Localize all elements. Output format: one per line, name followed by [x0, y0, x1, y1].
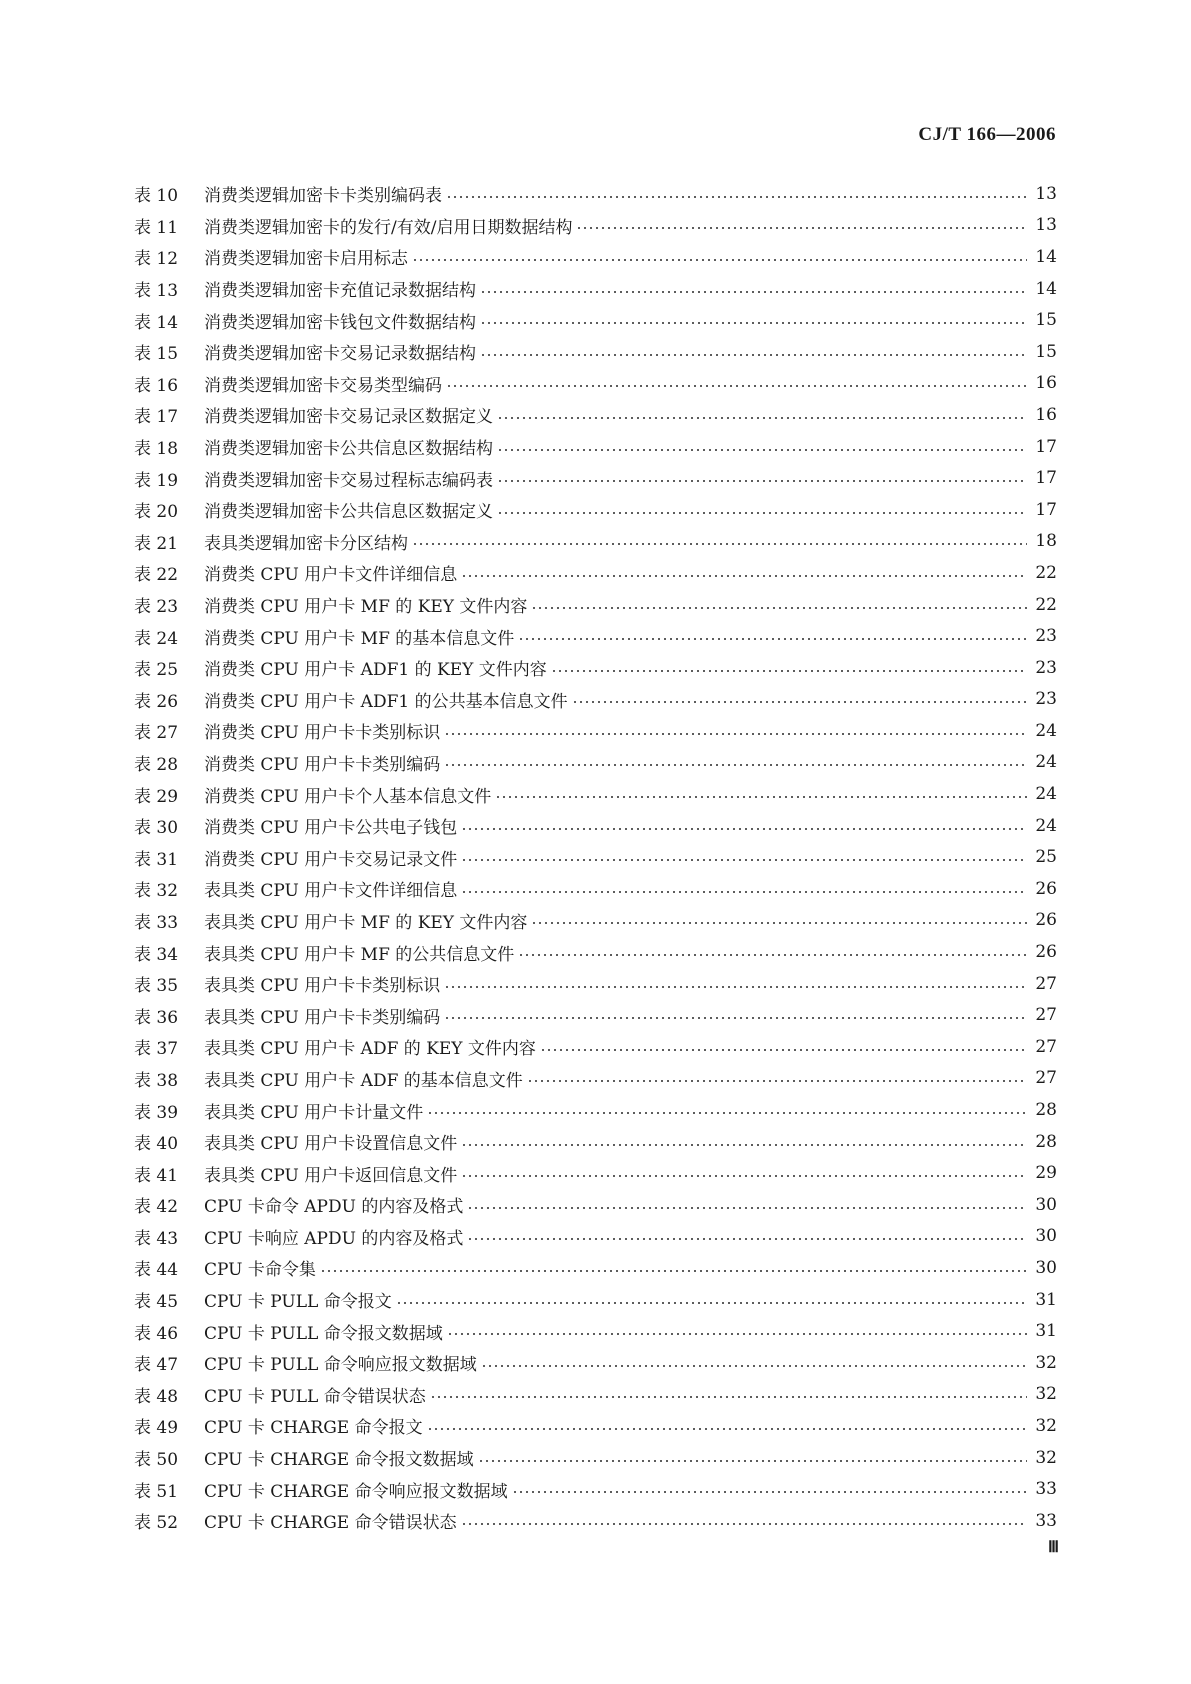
toc-entry-title: CPU 卡 CHARGE 命令报文: [204, 1418, 423, 1439]
toc-leader-dots: [512, 1491, 1027, 1493]
toc-entry[interactable]: [134, 1189, 1057, 1221]
toc-entry[interactable]: [134, 304, 1057, 336]
toc-leader-dots: [518, 638, 1027, 640]
toc-entry-label: 表 14: [134, 312, 179, 333]
toc-entry[interactable]: [134, 336, 1057, 368]
toc-entry-label: 表 44: [134, 1260, 179, 1281]
toc-leader-dots: [497, 512, 1027, 514]
toc-entry-title: CPU 卡 CHARGE 命令报文数据域: [204, 1450, 474, 1471]
toc-entry-title: CPU 卡 CHARGE 命令响应报文数据域: [204, 1481, 508, 1502]
toc-entry[interactable]: [134, 1063, 1057, 1095]
toc-entry[interactable]: [134, 810, 1057, 842]
toc-entry-label: 表 17: [134, 407, 179, 428]
toc-leader-dots: [444, 1017, 1027, 1019]
toc-entry-label: 表 25: [134, 660, 179, 681]
toc-entry-title: 表具类 CPU 用户卡 ADF 的 KEY 文件内容: [204, 1039, 536, 1060]
toc-entry-label: 表 23: [134, 597, 179, 618]
toc-entry-label: 表 34: [134, 944, 179, 965]
toc-entry-title: CPU 卡 CHARGE 命令错误状态: [204, 1513, 457, 1534]
toc-leader-dots: [444, 733, 1027, 735]
toc-entry[interactable]: [134, 1221, 1057, 1253]
toc-entry[interactable]: [134, 905, 1057, 937]
toc-entry[interactable]: [134, 968, 1057, 1000]
toc-entry-label: 表 33: [134, 912, 179, 933]
toc-entry-label: 表 37: [134, 1039, 179, 1060]
toc-entry-title: 消费类 CPU 用户卡交易记录文件: [204, 849, 458, 870]
toc-leader-dots: [527, 1080, 1027, 1082]
toc-entry-title: 消费类 CPU 用户卡 MF 的 KEY 文件内容: [204, 597, 528, 618]
toc-entry-page: 18: [1035, 531, 1057, 552]
toc-entry-page: 23: [1035, 626, 1057, 647]
toc-leader-dots: [412, 259, 1027, 261]
toc-leader-dots: [576, 227, 1027, 229]
toc-leader-dots: [461, 575, 1027, 577]
page-number: Ⅲ: [1047, 1539, 1059, 1556]
toc-entry-label: 表 26: [134, 691, 179, 712]
toc-leader-dots: [461, 828, 1027, 830]
toc-entry-label: 表 28: [134, 754, 179, 775]
toc-entry-title: CPU 卡命令 APDU 的内容及格式: [204, 1197, 464, 1218]
toc-entry[interactable]: [134, 210, 1057, 242]
toc-leader-dots: [478, 1460, 1027, 1462]
toc-entry-page: 15: [1035, 341, 1057, 362]
toc-entry-title: 消费类逻辑加密卡启用标志: [204, 249, 408, 270]
toc-entry-page: 26: [1035, 942, 1057, 963]
toc-entry-page: 32: [1035, 1415, 1057, 1436]
toc-entry-title: 消费类逻辑加密卡的发行/有效/启用日期数据结构: [204, 217, 573, 238]
toc-leader-dots: [540, 1049, 1027, 1051]
toc-entry-page: 30: [1035, 1226, 1057, 1247]
toc-entry[interactable]: [134, 462, 1057, 494]
toc-entry-page: 24: [1035, 720, 1057, 741]
toc-leader-dots: [461, 859, 1027, 861]
toc-entry-title: 表具类逻辑加密卡分区结构: [204, 533, 408, 554]
toc-leader-dots: [480, 322, 1027, 324]
toc-entry-label: 表 22: [134, 565, 179, 586]
toc-entry-page: 22: [1035, 594, 1057, 615]
toc-leader-dots: [572, 701, 1027, 703]
toc-entry[interactable]: [134, 1473, 1057, 1505]
toc-leader-dots: [495, 796, 1027, 798]
toc-entry-title: 消费类逻辑加密卡交易过程标志编码表: [204, 470, 493, 491]
toc-entry-page: 31: [1035, 1321, 1057, 1342]
document-code: CJ/T 166—2006: [918, 124, 1056, 145]
toc-entry-title: 表具类 CPU 用户卡文件详细信息: [204, 881, 458, 902]
toc-leader-dots: [320, 1270, 1027, 1272]
toc-entry-page: 22: [1035, 562, 1057, 583]
toc-entry[interactable]: [134, 1379, 1057, 1411]
toc-entry[interactable]: [134, 1252, 1057, 1284]
toc-entry-label: 表 10: [134, 186, 179, 207]
toc-entry-title: 表具类 CPU 用户卡卡类别标识: [204, 976, 441, 997]
toc-entry-title: 消费类 CPU 用户卡 ADF1 的公共基本信息文件: [204, 691, 568, 712]
toc-entry-page: 24: [1035, 815, 1057, 836]
toc-leader-dots: [461, 1144, 1027, 1146]
toc-entry[interactable]: [134, 178, 1057, 210]
toc-entry[interactable]: [134, 1094, 1057, 1126]
toc-entry[interactable]: [134, 494, 1057, 526]
toc-entry-page: 30: [1035, 1194, 1057, 1215]
toc-leader-dots: [461, 891, 1027, 893]
toc-entry[interactable]: [134, 1126, 1057, 1158]
toc-entry-label: 表 51: [134, 1481, 179, 1502]
toc-entry-label: 表 18: [134, 439, 179, 460]
toc-leader-dots: [480, 291, 1027, 293]
toc-entry-label: 表 41: [134, 1165, 179, 1186]
toc-leader-dots: [551, 670, 1027, 672]
toc-entry-label: 表 35: [134, 976, 179, 997]
toc-entry[interactable]: [134, 1505, 1057, 1537]
toc-leader-dots: [497, 480, 1027, 482]
toc-leader-dots: [461, 1175, 1027, 1177]
toc-entry-page: 27: [1035, 1068, 1057, 1089]
toc-entry-page: 23: [1035, 689, 1057, 710]
table-of-contents: [134, 178, 1057, 1537]
toc-leader-dots: [467, 1207, 1027, 1209]
toc-entry-label: 表 36: [134, 1007, 179, 1028]
toc-entry-label: 表 21: [134, 533, 179, 554]
toc-entry[interactable]: [134, 1347, 1057, 1379]
toc-entry[interactable]: [134, 526, 1057, 558]
toc-entry-title: 消费类逻辑加密卡钱包文件数据结构: [204, 312, 476, 333]
toc-entry-title: 消费类 CPU 用户卡 MF 的基本信息文件: [204, 628, 515, 649]
toc-entry-label: 表 43: [134, 1228, 179, 1249]
toc-entry-label: 表 45: [134, 1292, 179, 1313]
toc-entry-page: 28: [1035, 1131, 1057, 1152]
toc-entry-label: 表 31: [134, 849, 179, 870]
toc-entry-title: 消费类 CPU 用户卡卡类别标识: [204, 723, 441, 744]
toc-entry[interactable]: [134, 652, 1057, 684]
toc-entry-page: 14: [1035, 246, 1057, 267]
toc-entry[interactable]: [134, 715, 1057, 747]
toc-entry-page: 27: [1035, 1036, 1057, 1057]
toc-entry[interactable]: [134, 1442, 1057, 1474]
toc-entry-page: 26: [1035, 910, 1057, 931]
toc-entry-page: 29: [1035, 1163, 1057, 1184]
toc-entry-title: 表具类 CPU 用户卡 ADF 的基本信息文件: [204, 1070, 523, 1091]
toc-leader-dots: [444, 764, 1027, 766]
toc-entry-title: CPU 卡 PULL 命令响应报文数据域: [204, 1355, 477, 1376]
toc-entry-title: 消费类 CPU 用户卡个人基本信息文件: [204, 786, 492, 807]
toc-entry-label: 表 20: [134, 502, 179, 523]
toc-leader-dots: [518, 954, 1027, 956]
toc-leader-dots: [481, 1365, 1027, 1367]
toc-entry-title: 消费类 CPU 用户卡 ADF1 的 KEY 文件内容: [204, 660, 547, 681]
toc-entry-title: 表具类 CPU 用户卡设置信息文件: [204, 1134, 458, 1155]
toc-entry-title: 表具类 CPU 用户卡计量文件: [204, 1102, 424, 1123]
toc-entry-title: CPU 卡 PULL 命令报文数据域: [204, 1323, 443, 1344]
toc-leader-dots: [427, 1112, 1027, 1114]
toc-entry-label: 表 50: [134, 1450, 179, 1471]
toc-entry[interactable]: [134, 1031, 1057, 1063]
toc-leader-dots: [444, 986, 1027, 988]
toc-entry[interactable]: [134, 620, 1057, 652]
toc-leader-dots: [447, 1333, 1027, 1335]
toc-entry-label: 表 12: [134, 249, 179, 270]
toc-entry-page: 24: [1035, 752, 1057, 773]
toc-entry-label: 表 30: [134, 818, 179, 839]
toc-entry-page: 13: [1035, 183, 1057, 204]
toc-entry[interactable]: [134, 873, 1057, 905]
toc-entry[interactable]: [134, 1410, 1057, 1442]
toc-leader-dots: [446, 196, 1027, 198]
toc-entry-page: 17: [1035, 499, 1057, 520]
toc-entry-label: 表 40: [134, 1134, 179, 1155]
toc-entry-page: 26: [1035, 878, 1057, 899]
toc-entry[interactable]: [134, 557, 1057, 589]
toc-entry-title: 表具类 CPU 用户卡 MF 的公共信息文件: [204, 944, 515, 965]
toc-entry-label: 表 39: [134, 1102, 179, 1123]
toc-entry-page: 14: [1035, 278, 1057, 299]
toc-entry-title: 消费类 CPU 用户卡文件详细信息: [204, 565, 458, 586]
toc-entry[interactable]: [134, 399, 1057, 431]
toc-entry-title: 消费类逻辑加密卡公共信息区数据定义: [204, 502, 493, 523]
toc-entry-page: 32: [1035, 1352, 1057, 1373]
toc-entry-page: 16: [1035, 373, 1057, 394]
toc-entry-title: 表具类 CPU 用户卡卡类别编码: [204, 1007, 441, 1028]
toc-entry-title: CPU 卡 PULL 命令报文: [204, 1292, 392, 1313]
toc-leader-dots: [427, 1428, 1027, 1430]
toc-entry-label: 表 42: [134, 1197, 179, 1218]
toc-entry[interactable]: [134, 1157, 1057, 1189]
toc-entry[interactable]: [134, 747, 1057, 779]
toc-entry-label: 表 29: [134, 786, 179, 807]
toc-entry[interactable]: [134, 999, 1057, 1031]
toc-entry-page: 16: [1035, 404, 1057, 425]
toc-entry-page: 25: [1035, 847, 1057, 868]
toc-leader-dots: [531, 607, 1027, 609]
toc-entry[interactable]: [134, 368, 1057, 400]
toc-entry-label: 表 47: [134, 1355, 179, 1376]
toc-leader-dots: [430, 1396, 1027, 1398]
toc-entry-label: 表 16: [134, 375, 179, 396]
toc-entry-label: 表 32: [134, 881, 179, 902]
toc-entry-title: 消费类逻辑加密卡公共信息区数据结构: [204, 439, 493, 460]
toc-entry-page: 17: [1035, 468, 1057, 489]
toc-entry[interactable]: [134, 273, 1057, 305]
toc-leader-dots: [480, 354, 1027, 356]
toc-entry[interactable]: [134, 778, 1057, 810]
toc-leader-dots: [396, 1302, 1027, 1304]
toc-entry-page: 17: [1035, 436, 1057, 457]
toc-entry-label: 表 13: [134, 281, 179, 302]
toc-leader-dots: [497, 449, 1027, 451]
toc-entry-page: 13: [1035, 215, 1057, 236]
toc-entry-page: 30: [1035, 1257, 1057, 1278]
toc-entry-page: 32: [1035, 1447, 1057, 1468]
toc-entry-page: 27: [1035, 1005, 1057, 1026]
toc-entry-title: 消费类逻辑加密卡交易记录区数据定义: [204, 407, 493, 428]
toc-entry-label: 表 38: [134, 1070, 179, 1091]
toc-entry-label: 表 24: [134, 628, 179, 649]
toc-entry-page: 33: [1035, 1479, 1057, 1500]
toc-entry-title: CPU 卡命令集: [204, 1260, 316, 1281]
toc-entry-page: 15: [1035, 310, 1057, 331]
toc-leader-dots: [412, 543, 1027, 545]
toc-entry-title: 消费类 CPU 用户卡公共电子钱包: [204, 818, 458, 839]
toc-entry-title: 消费类 CPU 用户卡卡类别编码: [204, 754, 441, 775]
toc-entry-label: 表 48: [134, 1386, 179, 1407]
toc-entry-title: CPU 卡 PULL 命令错误状态: [204, 1386, 426, 1407]
toc-entry[interactable]: [134, 684, 1057, 716]
toc-leader-dots: [461, 1523, 1027, 1525]
toc-entry-page: 32: [1035, 1384, 1057, 1405]
toc-entry-title: CPU 卡响应 APDU 的内容及格式: [204, 1228, 464, 1249]
toc-entry[interactable]: [134, 241, 1057, 273]
toc-entry[interactable]: [134, 431, 1057, 463]
toc-entry-page: 24: [1035, 784, 1057, 805]
toc-entry-label: 表 15: [134, 344, 179, 365]
toc-entry-label: 表 49: [134, 1418, 179, 1439]
toc-leader-dots: [531, 922, 1027, 924]
toc-leader-dots: [497, 417, 1027, 419]
toc-entry[interactable]: [134, 936, 1057, 968]
toc-entry-title: 表具类 CPU 用户卡返回信息文件: [204, 1165, 458, 1186]
toc-entry-page: 28: [1035, 1100, 1057, 1121]
toc-entry-page: 31: [1035, 1289, 1057, 1310]
toc-entry-label: 表 46: [134, 1323, 179, 1344]
toc-leader-dots: [467, 1238, 1027, 1240]
toc-entry-title: 消费类逻辑加密卡交易记录数据结构: [204, 344, 476, 365]
toc-entry-page: 27: [1035, 973, 1057, 994]
toc-entry-title: 表具类 CPU 用户卡 MF 的 KEY 文件内容: [204, 912, 528, 933]
toc-entry-label: 表 27: [134, 723, 179, 744]
toc-entry-page: 33: [1035, 1510, 1057, 1531]
toc-entry-label: 表 11: [134, 217, 179, 238]
toc-entry-label: 表 19: [134, 470, 179, 491]
toc-entry[interactable]: [134, 589, 1057, 621]
toc-entry-title: 消费类逻辑加密卡充值记录数据结构: [204, 281, 476, 302]
toc-entry[interactable]: [134, 1315, 1057, 1347]
toc-entry-page: 23: [1035, 657, 1057, 678]
toc-entry-title: 消费类逻辑加密卡交易类型编码: [204, 375, 442, 396]
toc-entry-title: 消费类逻辑加密卡卡类别编码表: [204, 186, 442, 207]
toc-entry[interactable]: [134, 1284, 1057, 1316]
toc-leader-dots: [446, 385, 1027, 387]
toc-entry-label: 表 52: [134, 1513, 179, 1534]
toc-entry[interactable]: [134, 841, 1057, 873]
